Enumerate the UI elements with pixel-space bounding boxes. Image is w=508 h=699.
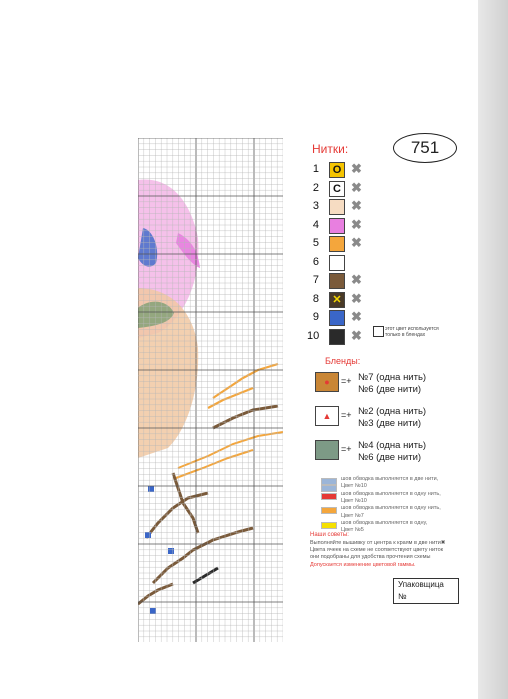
cross-stitch-chart <box>138 138 283 642</box>
thread-number: 5 <box>312 237 319 249</box>
blend-plus-sign: =+ <box>341 410 352 420</box>
backstitch-swatch <box>321 515 335 520</box>
backstitch-text: Цвет №10 <box>341 497 367 504</box>
blend-swatch <box>315 406 339 426</box>
thread-number: 10 <box>307 329 320 342</box>
cross-stitch-icon: ✖ <box>351 161 362 176</box>
advice-title: Наши советы: <box>310 532 349 538</box>
thread-swatch <box>329 329 345 345</box>
packer-box <box>393 578 459 604</box>
thread-swatch: C <box>329 181 345 197</box>
thread-row <box>307 181 477 199</box>
backstitch-text: шов обводка выполняется в одну, <box>341 519 428 526</box>
packer-number-label: № <box>398 592 407 601</box>
thread-row <box>307 273 477 291</box>
page-shadow <box>478 0 508 699</box>
thread-legend <box>293 130 478 630</box>
pattern-code-badge: 751 <box>393 133 457 163</box>
thread-number: 1 <box>312 163 319 175</box>
backstitch-swatch <box>321 500 335 505</box>
blend-swatch <box>315 440 339 460</box>
backstitch-text: шов обводка выполняется в две нити, <box>341 476 439 482</box>
blend-text <box>358 440 426 464</box>
packer-label: Упаковщица <box>398 580 444 589</box>
thread-swatch: ✕ <box>329 292 345 308</box>
thread-swatch <box>329 310 345 326</box>
thread-row <box>307 255 477 273</box>
blend-swatch <box>315 372 339 392</box>
thread-row <box>307 236 477 254</box>
thread-swatch <box>329 255 345 271</box>
blend-line-1: №4 (одна нить) <box>358 440 427 451</box>
backstitch-text: шов обводка выполняется в одну нить, <box>341 490 441 497</box>
cross-stitch-icon: ✖ <box>351 290 362 306</box>
cross-stitch-icon: ✖ <box>351 327 362 343</box>
blend-mark-icon: ● <box>324 377 330 387</box>
thread-row <box>307 292 477 310</box>
advice-line-2: Цвета ячеек на схеме не соответствуют цвету ниток <box>310 547 444 553</box>
thread-row <box>307 162 477 180</box>
blend-line-2: №6 (две нити) <box>358 384 422 395</box>
blend-line-1: №2 (одна нить) <box>358 406 427 417</box>
thread-number: 6 <box>312 255 319 268</box>
blend-row <box>315 406 475 436</box>
blend-mark-icon: ▲ <box>322 411 332 421</box>
thread-swatch <box>329 273 345 289</box>
backstitch-text: Цвет №5 <box>341 527 364 534</box>
unused-color-note: этот цвет используется только в блендах <box>385 326 439 338</box>
unused-color-box <box>373 326 384 337</box>
backstitch-text: Цвет №10 <box>341 483 367 490</box>
thread-swatch <box>329 199 345 215</box>
thread-number: 2 <box>312 181 319 194</box>
thread-swatch: O <box>329 162 345 178</box>
thread-number: 4 <box>312 218 319 231</box>
legend-title: Нитки: <box>312 142 349 156</box>
thread-number: 9 <box>312 311 319 323</box>
backstitch-text: Цвет №7 <box>341 512 364 519</box>
cross-stitch-icon: ✖ <box>351 179 362 195</box>
advice-line-1: Выполняйте вышивку от центра к краям в две нити✖ <box>310 540 446 546</box>
blend-line-2: №3 (две нити) <box>358 418 422 429</box>
blend-plus-sign: =+ <box>341 444 352 454</box>
cross-stitch-icon: ✖ <box>351 216 362 232</box>
thread-row <box>307 199 477 217</box>
cross-stitch-icon: ✖ <box>351 309 362 324</box>
blend-line-2: №6 (две нити) <box>358 452 422 463</box>
blend-text <box>358 406 426 430</box>
blend-row <box>315 372 475 402</box>
thread-number: 8 <box>312 292 319 305</box>
blends-title: Бленды: <box>325 356 361 366</box>
blend-plus-sign: =+ <box>341 376 352 386</box>
advice-line-3: они подобраны для удобства прочтения схемы <box>310 554 431 560</box>
thread-number: 3 <box>312 200 319 212</box>
cross-stitch-icon: ✖ <box>351 198 362 213</box>
cross-stitch-icon: ✖ <box>351 272 362 287</box>
cross-stitch-icon: ✖ <box>351 235 362 250</box>
blend-row <box>315 440 475 470</box>
advice-warning: Допускается изменение цветовой гаммы. <box>310 562 416 568</box>
thread-swatch <box>329 236 345 252</box>
thread-row <box>307 218 477 236</box>
thread-number: 7 <box>312 274 319 286</box>
blend-text <box>358 372 426 396</box>
blend-line-1: №7 (одна нить) <box>358 372 427 383</box>
thread-swatch <box>329 218 345 234</box>
backstitch-text: шов обводка выполняется в одну нить, <box>341 505 441 512</box>
